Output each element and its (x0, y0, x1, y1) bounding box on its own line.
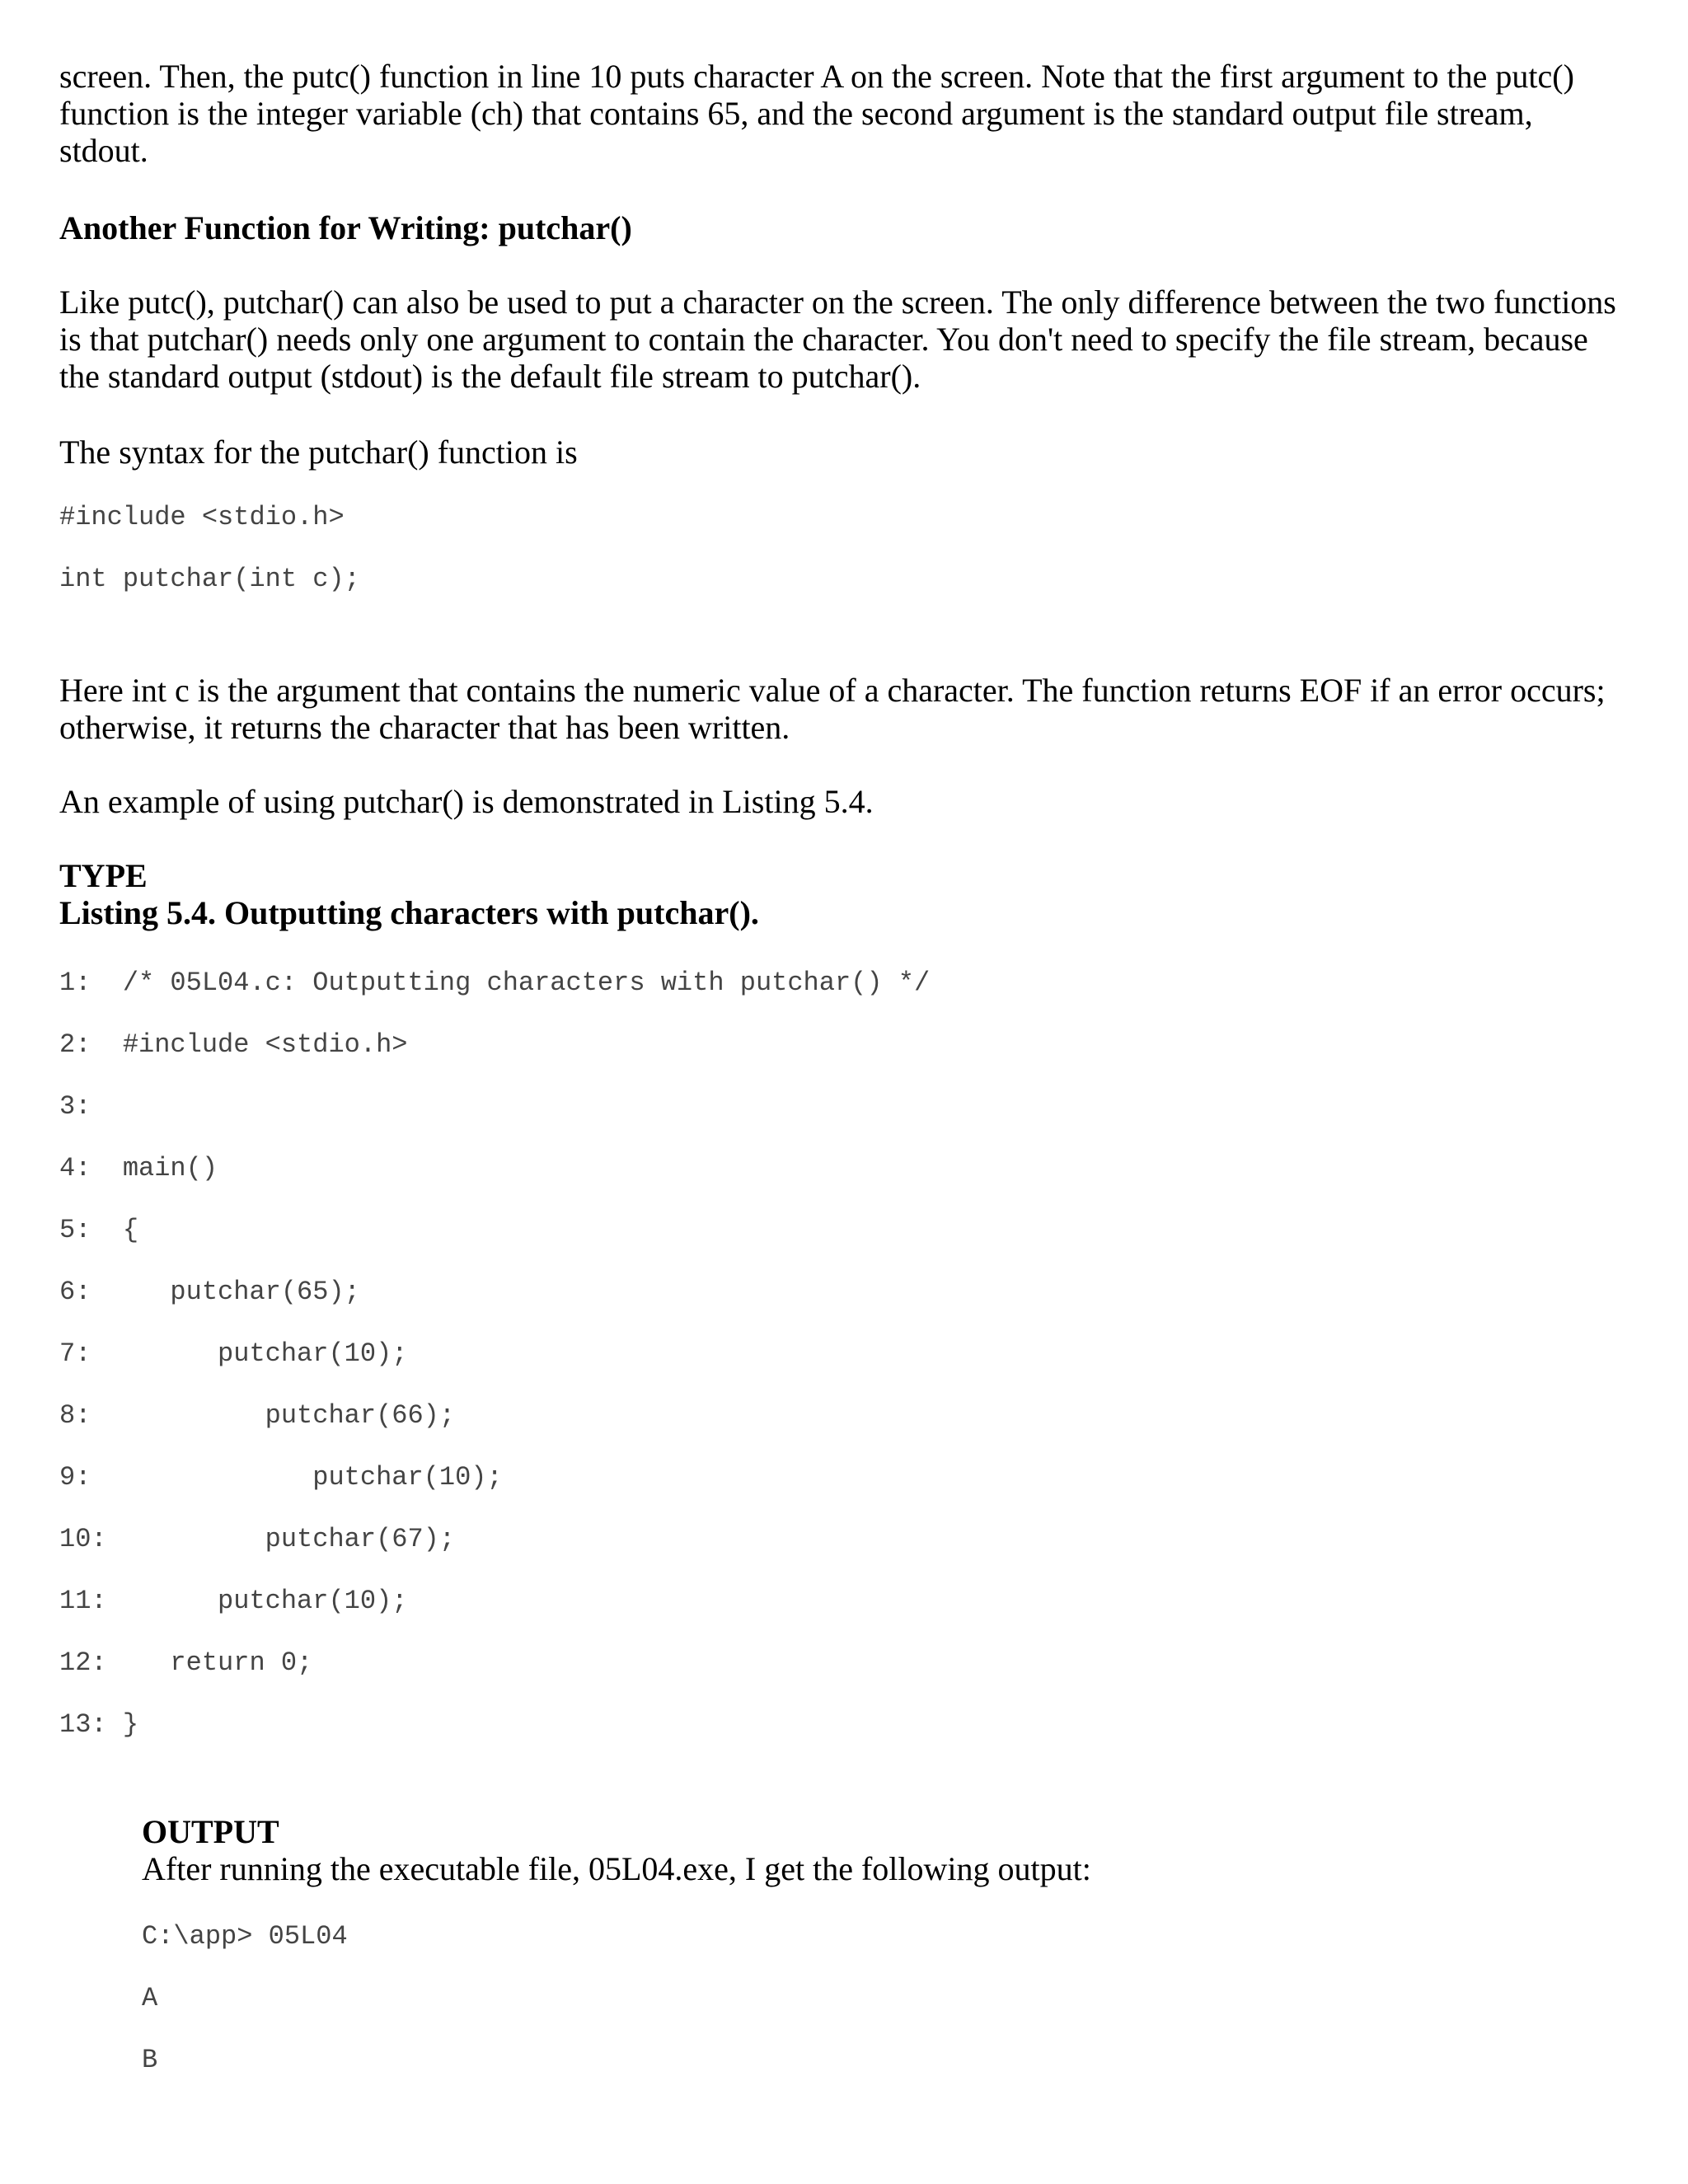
paragraph-difference: Like putc(), putchar() can also be used to put a character on the screen. The only difference between the two functions is that putchar() needs only one argument to contain the character. You don't need to specify the file stream, because the standard output (stdout) is the default file stream to putchar(). (59, 284, 1616, 395)
output-label: OUTPUT (142, 1813, 279, 1850)
line-number: 2: (59, 1029, 91, 1060)
code-text: putchar(10); (91, 1462, 503, 1493)
line-number: 8: (59, 1400, 91, 1431)
code-line (59, 1339, 407, 1369)
code-line (59, 1277, 360, 1307)
code-line (59, 1030, 407, 1060)
code-text: return 0; (106, 1647, 313, 1678)
paragraph-example-intro: An example of using putchar() is demonstrated in Listing 5.4. (59, 783, 874, 820)
code-text: main() (91, 1153, 218, 1183)
code-text: putchar(10); (106, 1586, 408, 1616)
line-number: 3: (59, 1091, 91, 1122)
line-number: 6: (59, 1277, 91, 1307)
code-line (59, 1525, 455, 1554)
paragraph-syntax-intro: The syntax for the putchar() function is (59, 434, 578, 471)
line-number: 13: (59, 1709, 107, 1740)
code-text: { (91, 1215, 139, 1245)
intro-paragraph: screen. Then, the putc() function in line 10 puts character A on the screen. Note that the first argument to the putc() function is the integer variable (ch) that contains 65, and the second argument is the standard output file stream, stdout. (59, 58, 1574, 169)
code-line (59, 1154, 218, 1183)
line-number: 4: (59, 1153, 91, 1183)
code-line (59, 1216, 138, 1245)
code-text: putchar(67); (106, 1524, 456, 1554)
line-number: 1: (59, 968, 91, 998)
listing-title: Listing 5.4. Outputting characters with putchar(). (59, 894, 759, 931)
code-line (59, 1648, 312, 1678)
line-number: 5: (59, 1215, 91, 1245)
code-text: putchar(66); (91, 1400, 456, 1431)
line-number: 9: (59, 1462, 91, 1493)
code-line (59, 968, 930, 998)
code-text: putchar(65); (91, 1277, 360, 1307)
code-line (59, 1401, 455, 1431)
output-description: After running the executable file, 05L04.exe, I get the following output: (142, 1850, 1091, 1887)
code-text: #include <stdio.h> (91, 1029, 408, 1060)
syntax-prototype: int putchar(int c); (59, 564, 360, 594)
syntax-include: #include <stdio.h> (59, 502, 345, 532)
code-text: /* 05L04.c: Outputting characters with putchar() */ (91, 968, 931, 998)
code-text: } (106, 1709, 139, 1740)
output-line: A (142, 1983, 158, 2013)
listing-type-label: TYPE (59, 857, 148, 894)
paragraph-explanation: Here int c is the argument that contains the numeric value of a character. The function returns EOF if an error occurs; otherwise, it returns the character that has been written. (59, 672, 1606, 746)
code-line (59, 1092, 91, 1122)
section-heading: Another Function for Writing: putchar() (59, 209, 632, 246)
line-number: 11: (59, 1586, 107, 1616)
code-line (59, 1463, 503, 1493)
output-line: C:\app> 05L04 (142, 1921, 348, 1952)
code-line (59, 1710, 138, 1740)
code-text: putchar(10); (91, 1338, 408, 1369)
line-number: 10: (59, 1524, 107, 1554)
line-number: 12: (59, 1647, 107, 1678)
code-line (59, 1586, 407, 1616)
output-line: B (142, 2045, 158, 2075)
line-number: 7: (59, 1338, 91, 1369)
